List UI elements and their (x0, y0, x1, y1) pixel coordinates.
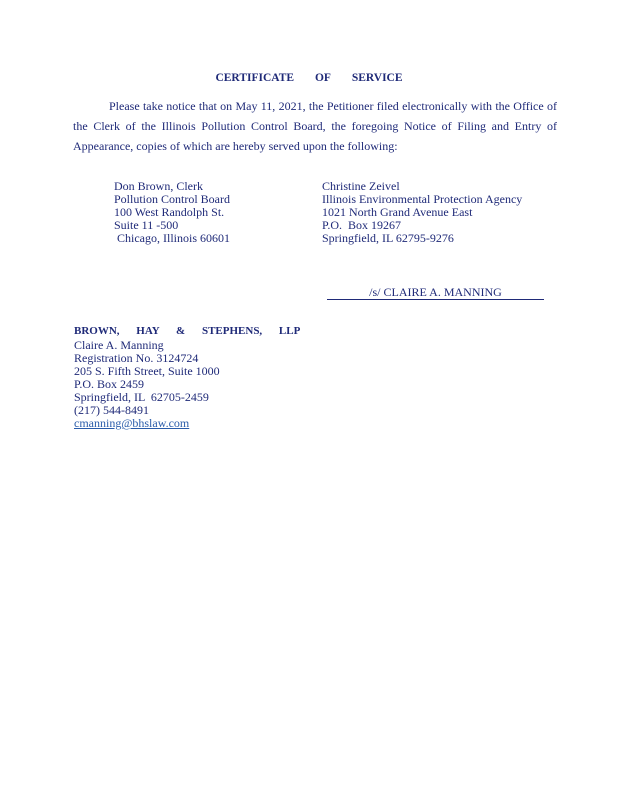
certificate-title (0, 72, 618, 84)
recipient-left-street: 100 West Randolph St. (114, 205, 225, 219)
firm-email-link[interactable]: cmanning@bhslaw.com (74, 416, 190, 430)
firm-phone: (217) 544-8491 (74, 403, 149, 417)
title-word-of: OF (314, 72, 331, 84)
recipient-address-left (114, 180, 230, 245)
firm-name: BROWN, HAY & STEPHENS, LLP (74, 325, 301, 337)
recipient-right-org: Illinois Environmental Protection Agency (322, 192, 523, 206)
firm-attorney: Claire A. Manning (74, 338, 164, 352)
recipient-left-city: Chicago, Illinois 60601 (114, 231, 230, 245)
firm-city: Springfield, IL 62705-2459 (74, 390, 209, 404)
firm-registration: Registration No. 3124724 (74, 351, 199, 365)
firm-pobox: P.O. Box 2459 (74, 377, 145, 391)
recipient-right-name: Christine Zeivel (322, 179, 400, 193)
notice-paragraph: Please take notice that on May 11, 2021, the Petitioner filed electronically with the Office of the Clerk of the Illinois Pollution Control Board, the foregoing Notice of Filing and Entry of Appearance, copies of which are hereby served upon the following: (73, 99, 557, 153)
recipient-right-pobox: P.O. Box 19267 (322, 218, 402, 232)
recipient-address-right (322, 180, 522, 245)
recipient-right-city: Springfield, IL 62795-9276 (322, 231, 454, 245)
recipient-right-street: 1021 North Grand Avenue East (322, 205, 473, 219)
recipient-left-name: Don Brown, Clerk (114, 179, 203, 193)
title-word-service: SERVICE (351, 72, 403, 84)
firm-block (74, 325, 300, 430)
signature-line: /s/ CLAIRE A. MANNING (327, 285, 544, 300)
recipient-left-suite: Suite 11 -500 (114, 218, 179, 232)
title-word-certificate: CERTIFICATE (215, 72, 295, 84)
recipient-left-org: Pollution Control Board (114, 192, 231, 206)
firm-street: 205 S. Fifth Street, Suite 1000 (74, 364, 220, 378)
